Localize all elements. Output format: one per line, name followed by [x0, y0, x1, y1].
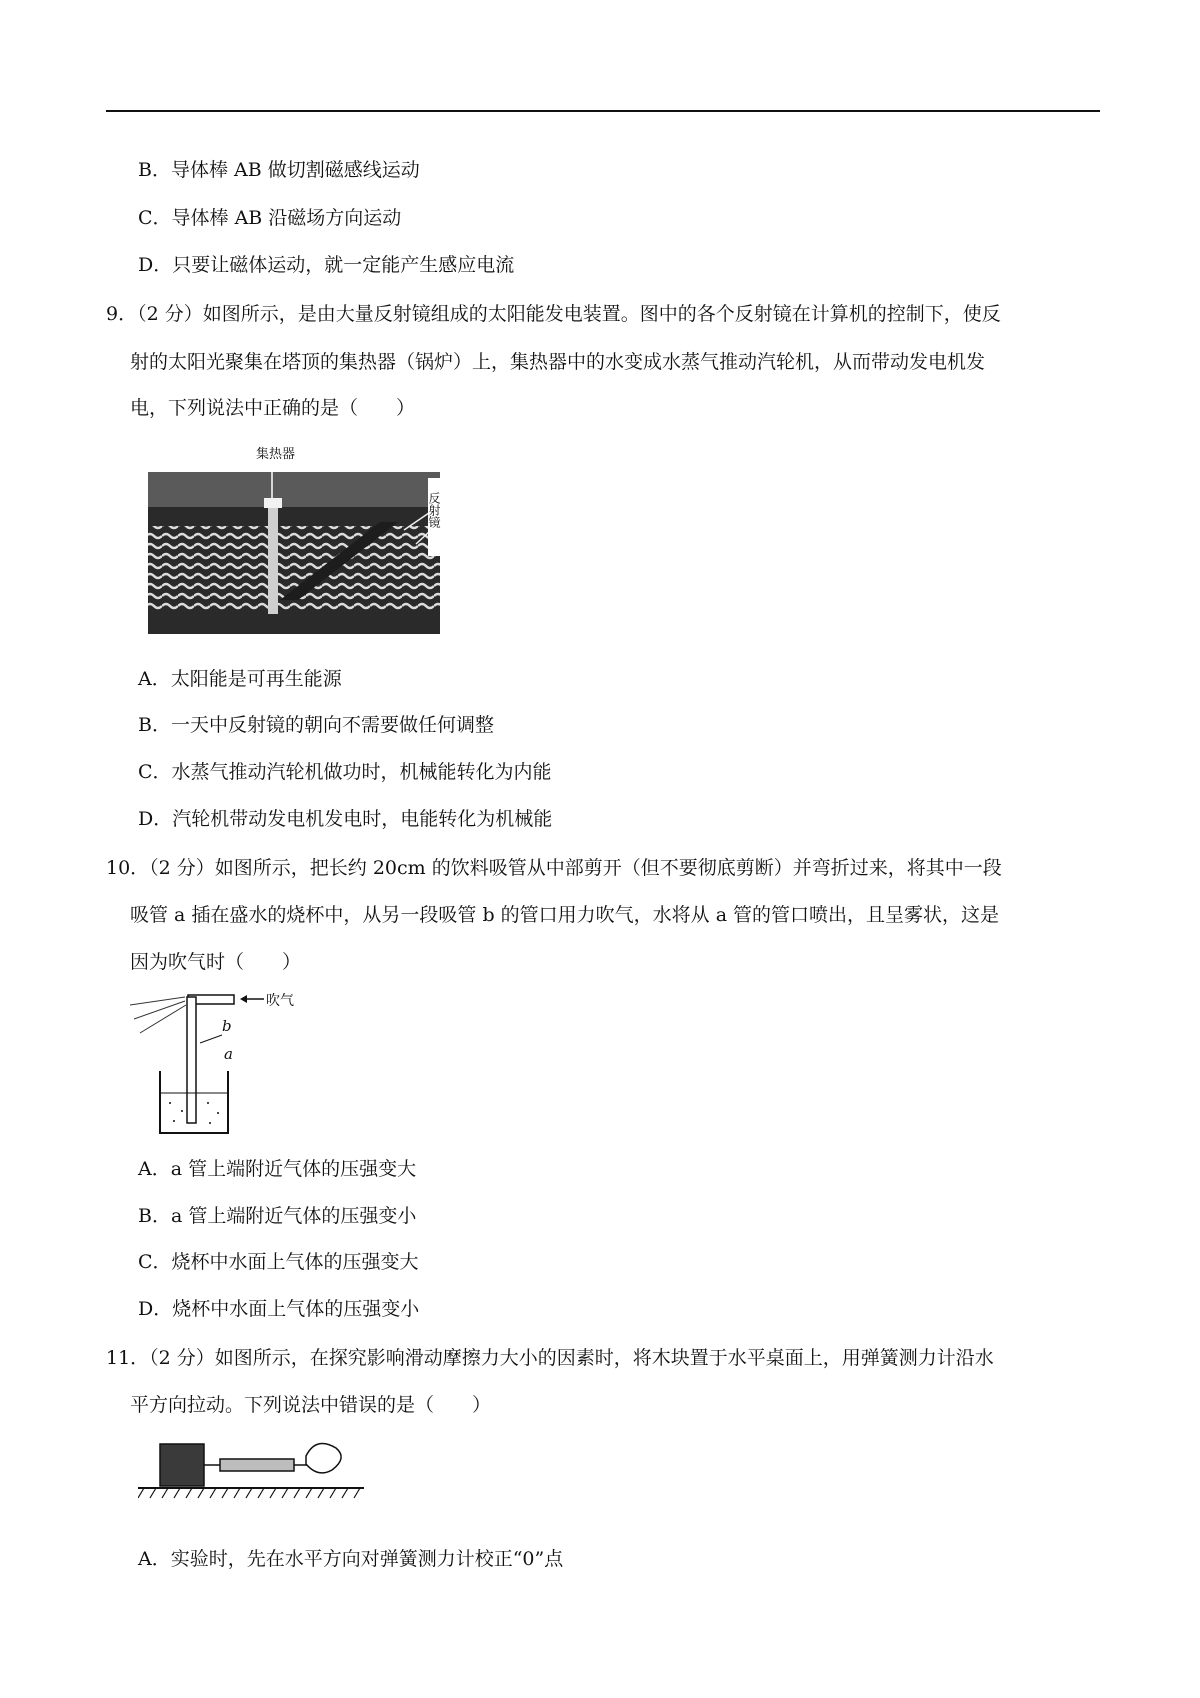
q10-option-a: A．a 管上端附近气体的压强变大	[138, 1158, 417, 1180]
q10-option-b: B．a 管上端附近气体的压强变小	[138, 1205, 417, 1227]
sky-band	[148, 472, 440, 507]
collector-label: 集热器	[256, 447, 296, 462]
q10-option-d: D．烧杯中水面上气体的压强变小	[138, 1298, 420, 1320]
q9-option-c: C．水蒸气推动汽轮机做功时，机械能转化为内能	[138, 761, 552, 783]
straw-b-label: b	[222, 1017, 232, 1035]
q9-option-b: B．一天中反射镜的朝向不需要做任何调整	[138, 714, 494, 736]
q10-stem-line2: 吸管 a 插在盛水的烧杯中，从另一段吸管 b 的管口用力吹气，水将从 a 管的管口喷出，且呈雾状，这是	[130, 904, 1000, 926]
q10-stem-line3: 因为吹气时（ ）	[130, 951, 302, 973]
q9-stem-line1: 9．（2 分）如图所示，是由大量反射镜组成的太阳能发电装置。图中的各个反射镜在计算机的控制下，使反	[106, 303, 1001, 325]
q11-option-a: A．实验时，先在水平方向对弹簧测力计校正“0”点	[138, 1548, 564, 1570]
table-hatch	[138, 1488, 360, 1498]
friction-figure	[138, 1432, 368, 1508]
blow-label: 吹气	[266, 993, 294, 1009]
q9-stem-line3: 电，下列说法中正确的是（ ）	[130, 397, 416, 419]
mirror-label: 反射镜	[427, 492, 441, 528]
q9-stem-line2: 射的太阳光聚集在塔顶的集热器（锅炉）上，集热器中的水变成水蒸气推动汽轮机，从而带动发电机发	[130, 351, 986, 373]
blow-arrowhead	[240, 995, 247, 1003]
q10-stem-line1: 10．（2 分）如图所示，把长约 20cm 的饮料吸管从中部剪开（但不要彻底剪断）并弯折过来，将其中一段	[106, 857, 1002, 879]
wooden-block	[160, 1444, 204, 1486]
straw-figure	[130, 985, 330, 1137]
q8-option-b: B．导体棒 AB 做切割磁感线运动	[138, 159, 420, 181]
collector-head	[264, 498, 282, 508]
straw-a-label: a	[224, 1045, 233, 1063]
mist-spray	[130, 997, 186, 1033]
tower-body	[268, 502, 278, 614]
straw-a-pointer	[200, 1035, 222, 1043]
q11-stem-line1: 11．（2 分）如图所示，在探究影响滑动摩擦力大小的因素时，将木块置于水平桌面上，用弹簧测力计沿水	[106, 1347, 994, 1369]
q9-option-a: A．太阳能是可再生能源	[138, 668, 342, 690]
q8-option-d: D．只要让磁体运动，就一定能产生感应电流	[138, 254, 515, 276]
spring-scale	[220, 1459, 294, 1471]
q8-option-c: C．导体棒 AB 沿磁场方向运动	[138, 207, 402, 229]
q11-stem-line2: 平方向拉动。下列说法中错误的是（ ）	[130, 1394, 492, 1416]
hand	[306, 1444, 341, 1473]
solar-power-figure	[130, 440, 460, 640]
header-rule	[106, 110, 1100, 112]
q9-option-d: D．汽轮机带动发电机发电时，电能转化为机械能	[138, 808, 553, 830]
q10-option-c: C．烧杯中水面上气体的压强变大	[138, 1251, 419, 1273]
straw-a	[187, 997, 196, 1123]
